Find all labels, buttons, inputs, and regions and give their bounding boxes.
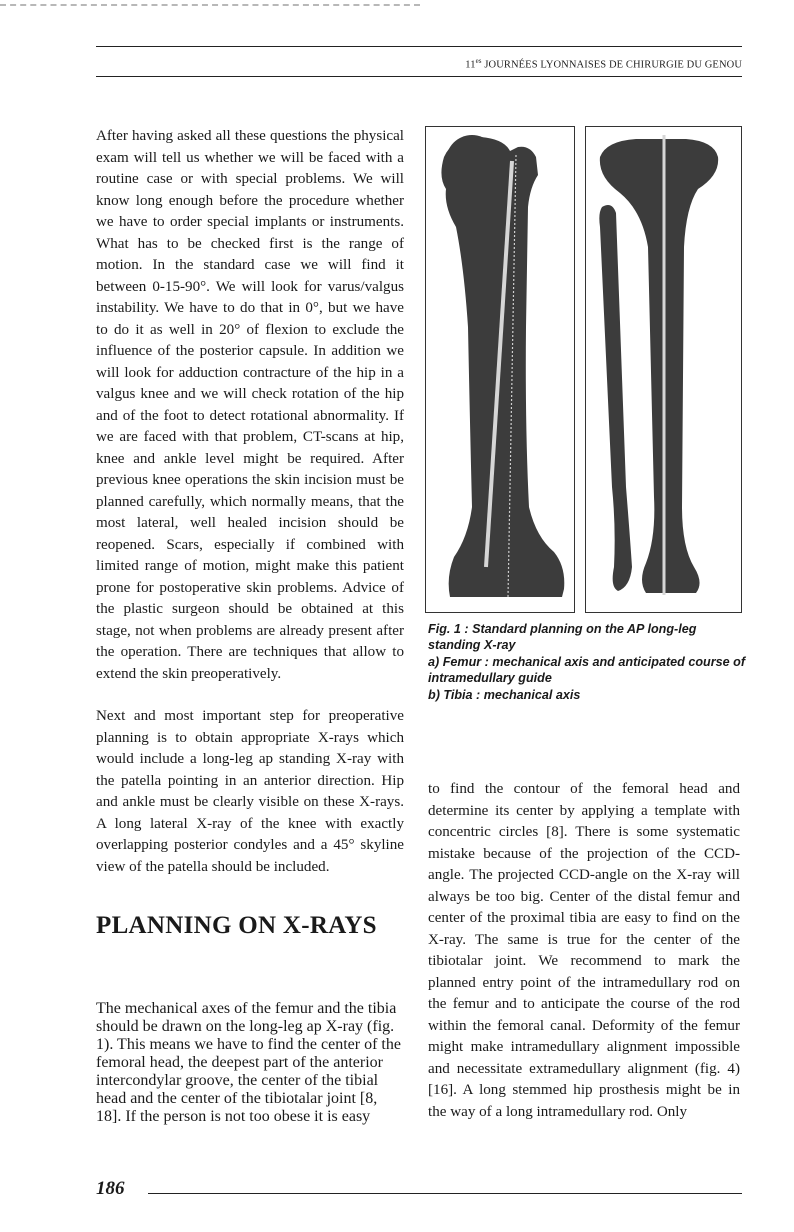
left-paragraph-2: Next and most important step for preoperative planning is to obtain appropriate X-rays which would include a long-leg ap standing X-ray with the patella pointing in an anterior direction. Hip and ankle must be clearly visible on these X-rays. A long lateral X-ray of the knee with exactly overlapping posterior condyles and a 45° skyline view of the patella should be included. bbox=[96, 708, 404, 875]
right-paragraph-1: to find the contour of the femoral head and determine its center by applying a template with concentric circles [8]. There is some systematic mistake because of the projection of the CCD-angle. The projected CCD-angle on the X-ray will always be too big. Center of the distal femur and center of the proximal tibia are easy to find on the X-ray. The same is true for the center of the tibiotalar joint. We recommend to mark the planned entry point of the intramedullary rod on the femur and to anticipate the course of the rod within the femoral canal. Deformity of the femur might make intramedullary alignment impossible and necessitate extramedullary alignment (fig. 4) [16]. A long stemmed hip prosthesis might be in the way of a long intramedullary rod. Only bbox=[428, 781, 740, 1120]
xray-panel-tibia bbox=[585, 126, 742, 613]
section-paragraph-1: The mechanical axes of the femur and the tibia should be drawn on the long-leg ap X-ray (fig. 1). This means we have to find the center of the femoral head, the deepest part of the anterior intercondylar groove, the center of the tibial head and the center of the tibiotalar joint [8, 18]. If the person is not too obese it is easy bbox=[96, 1000, 401, 1125]
left-column-lower bbox=[96, 984, 404, 1142]
femur-xray-image bbox=[426, 127, 574, 612]
section-heading: PLANNING ON X-RAYS bbox=[96, 912, 377, 939]
top-scan-edge bbox=[0, 4, 420, 6]
running-head-superscript: es bbox=[475, 57, 482, 65]
left-column bbox=[96, 126, 404, 878]
figure-1 bbox=[425, 126, 741, 611]
header-rule-bottom bbox=[96, 76, 742, 77]
left-paragraph-1: After having asked all these questions the physical exam will tell us whether we will be faced with a routine case or with special problems. We will know long enough before the procedure whether we have to order special implants or instruments. What has to be checked first is the range of motion. In the standard case we will find it between 0-15-90°. We will look for varus/valgus instability. We have to do that in 0°, but we have to do it as well in 20° of flexion to exclude the influence of the posterior capsule. In addition we will look for adduction contracture of the hip in a valgus knee and we will check rotation of the hip and of the foot to detect rotational abnormality. If we are faced with that problem, CT-scans at hip, knee and ankle level might be required. After previous knee operations the skin incision must be planned carefully, which normally means, that the most lateral, well healed incision should be reopened. Scars, especially if combined with limited range of motion, might make this patient prone for postoperative skin problems. Advice of the plastic surgeon should be obtained at this stage, not when problems are already present after the operation. There are techniques that allow to extend the skin preoperatively. bbox=[96, 128, 404, 682]
caption-part-b: b) Tibia : mechanical axis bbox=[428, 687, 581, 702]
figure-caption bbox=[428, 621, 746, 703]
page-number: 186 bbox=[96, 1178, 125, 1199]
footer-rule bbox=[148, 1193, 742, 1194]
femur-bone bbox=[441, 137, 564, 597]
running-head-title: JOURNÉES LYONNAISES DE CHIRURGIE DU GENOU bbox=[484, 59, 742, 71]
header-rule-top bbox=[96, 46, 742, 47]
femoral-head bbox=[446, 135, 498, 187]
right-column bbox=[428, 779, 740, 1123]
caption-title: Fig. 1 : Standard planning on the AP long-leg standing X-ray bbox=[428, 622, 697, 653]
fibula-bone bbox=[599, 205, 632, 591]
xray-panel-femur bbox=[425, 126, 575, 613]
running-head bbox=[465, 57, 742, 71]
tibia-xray-image bbox=[586, 127, 741, 612]
caption-part-a: a) Femur : mechanical axis and anticipated course of intramedullary guide bbox=[428, 654, 746, 686]
running-head-number: 11 bbox=[465, 59, 476, 71]
